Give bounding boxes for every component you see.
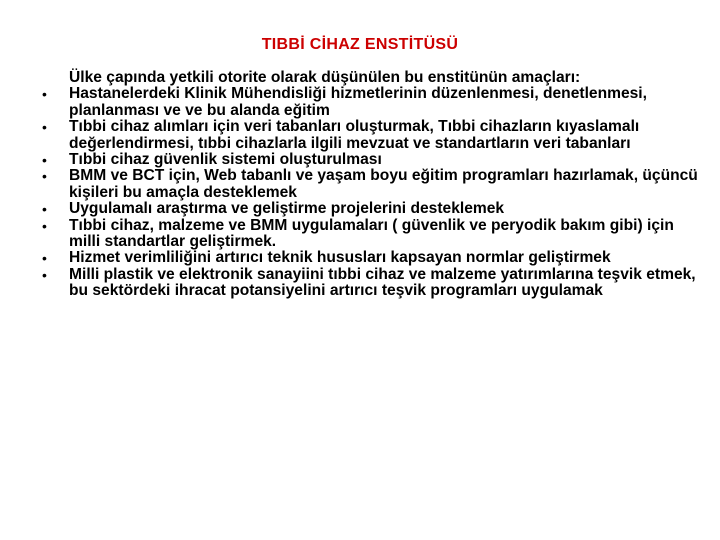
- bullet-dot-icon: •: [42, 86, 47, 103]
- bullet-item: [38, 201, 698, 217]
- bullet-item: [38, 250, 698, 266]
- bullet-text: Tıbbi cihaz, malzeme ve BMM uygulamaları ( güvenlik ve peryodik bakım gibi) için milli standartlar geliştirmek.: [69, 216, 674, 251]
- bullet-text: Uygulamalı araştırma ve geliştirme projelerini desteklemek: [69, 200, 505, 218]
- bullet-item: [38, 218, 698, 251]
- intro-text: Ülke çapında yetkili otorite olarak düşünülen bu enstitünün amaçları:: [69, 69, 581, 86]
- bullet-text: BMM ve BCT için, Web tabanlı ve yaşam boyu eğitim programları hazırlamak, üçüncü kişileri bu amaçla desteklemek: [69, 167, 698, 201]
- slide-body: [38, 70, 698, 300]
- bullet-item: [38, 267, 698, 300]
- bullet-text: Milli plastik ve elektronik sanayiini tıbbi cihaz ve malzeme yatırımlarına teşvik etmek, bu sektördeki ihracat potansiyelini artırıcı teşvik programları uygulamak: [69, 265, 696, 300]
- bullet-list: [38, 86, 698, 299]
- bullet-item: [38, 119, 698, 152]
- bullet-dot-icon: •: [42, 201, 47, 218]
- bullet-text: Hastanelerdeki Klinik Mühendisliği hizmetlerinin düzenlenmesi, denetlenmesi, planlanması ve ve bu alanda eğitim: [69, 85, 647, 119]
- slide-title: TIBBİ CİHAZ ENSTİTÜSÜ: [261, 36, 459, 53]
- bullet-dot-icon: •: [42, 250, 47, 267]
- bullet-text: Tıbbi cihaz güvenlik sistemi oluşturulması: [69, 151, 382, 169]
- bullet-item: [38, 86, 698, 119]
- bullet-dot-icon: •: [42, 217, 47, 234]
- bullet-dot-icon: •: [42, 152, 47, 169]
- bullet-text: Hizmet verimliliğini artırıcı teknik hususları kapsayan normlar geliştirmek: [69, 249, 611, 267]
- bullet-dot-icon: •: [42, 168, 47, 185]
- bullet-dot-icon: •: [42, 266, 47, 283]
- bullet-item: [38, 168, 698, 201]
- bullet-text: Tıbbi cihaz alımları için veri tabanları oluşturmak, Tıbbi cihazların kıyaslamalı değerlendirmesi, tıbbi cihazlarla ilgili mevzuat ve standartların veri tabanları: [69, 118, 640, 152]
- bullet-dot-icon: •: [42, 119, 47, 136]
- bullet-item: [38, 152, 698, 168]
